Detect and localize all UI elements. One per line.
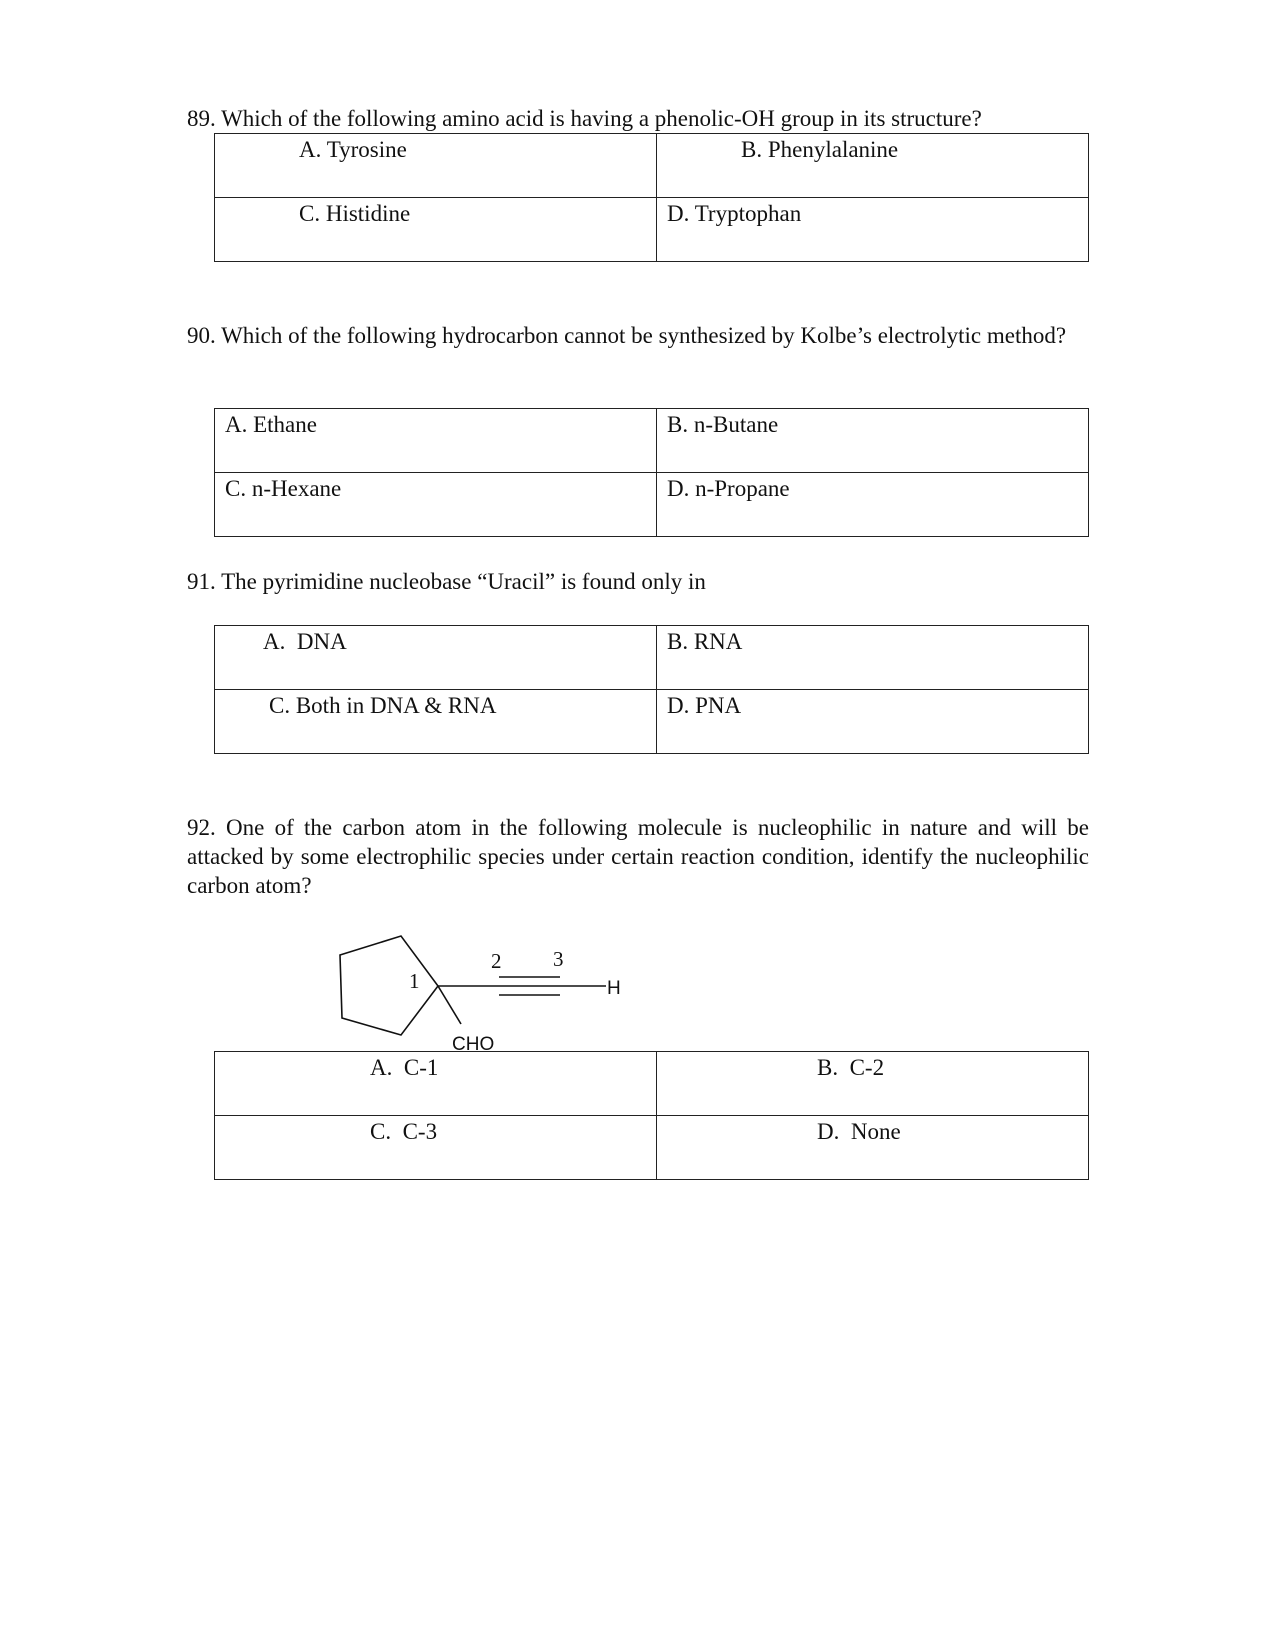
question-90-options	[214, 408, 1089, 537]
option-b-cell	[657, 1052, 1089, 1116]
option-b-cell	[657, 626, 1089, 690]
option-d-cell	[657, 1116, 1089, 1180]
question-91-text: 91. The pyrimidine nucleobase “Uracil” is found only in	[187, 569, 706, 594]
option-c[interactable]: C. Both in DNA & RNA	[269, 693, 497, 718]
option-d[interactable]: D. None	[817, 1119, 901, 1144]
option-b-cell	[657, 134, 1089, 198]
question-91-options	[214, 625, 1089, 754]
carbon-label-1: 1	[409, 969, 420, 993]
option-d-cell	[657, 473, 1089, 537]
option-a-cell	[215, 1052, 657, 1116]
option-b[interactable]: B. n-Butane	[667, 412, 779, 437]
option-b[interactable]: B. RNA	[667, 629, 743, 654]
option-d-cell	[657, 198, 1089, 262]
carbon-label-2: 2	[491, 949, 502, 973]
option-b[interactable]: B. C-2	[817, 1055, 885, 1080]
option-c-cell	[215, 198, 657, 262]
option-c-cell	[215, 1116, 657, 1180]
option-a[interactable]: A. Tyrosine	[299, 137, 407, 162]
option-a[interactable]: A. DNA	[263, 629, 347, 654]
hydrogen-label: H	[607, 978, 621, 999]
option-b-cell	[657, 409, 1089, 473]
option-d-cell	[657, 690, 1089, 754]
carbon-label-3: 3	[553, 947, 564, 971]
option-c-cell	[215, 690, 657, 754]
option-c[interactable]: C. Histidine	[299, 201, 411, 226]
question-92-options	[214, 1051, 1089, 1180]
option-a[interactable]: A. Ethane	[225, 412, 317, 437]
option-d[interactable]: D. Tryptophan	[667, 201, 802, 226]
option-c[interactable]: C. C-3	[370, 1119, 438, 1144]
molecule-structure	[330, 925, 650, 1055]
option-a[interactable]: A. C-1	[370, 1055, 439, 1080]
cho-bond	[438, 986, 461, 1024]
option-a-cell	[215, 134, 657, 198]
question-92-text: 92. One of the carbon atom in the following molecule is nucleophilic in nature and will be attacked by some electrophilic species under certain reaction condition, identify the nucleophilic carbon atom?	[187, 815, 1089, 898]
option-d[interactable]: D. PNA	[667, 693, 742, 718]
question-89-options	[214, 133, 1089, 262]
question-89-text: 89. Which of the following amino acid is having a phenolic-OH group in its structure?	[187, 106, 982, 131]
option-d[interactable]: D. n-Propane	[667, 476, 790, 501]
cyclopentane-ring	[340, 936, 438, 1035]
question-90-text: 90. Which of the following hydrocarbon cannot be synthesized by Kolbe’s electrolytic method?	[187, 323, 1067, 348]
option-c[interactable]: C. n-Hexane	[225, 476, 342, 501]
option-c-cell	[215, 473, 657, 537]
bonds	[438, 977, 606, 1024]
cho-label: CHO	[452, 1034, 495, 1055]
option-b[interactable]: B. Phenylalanine	[741, 137, 899, 162]
option-a-cell	[215, 409, 657, 473]
option-a-cell	[215, 626, 657, 690]
